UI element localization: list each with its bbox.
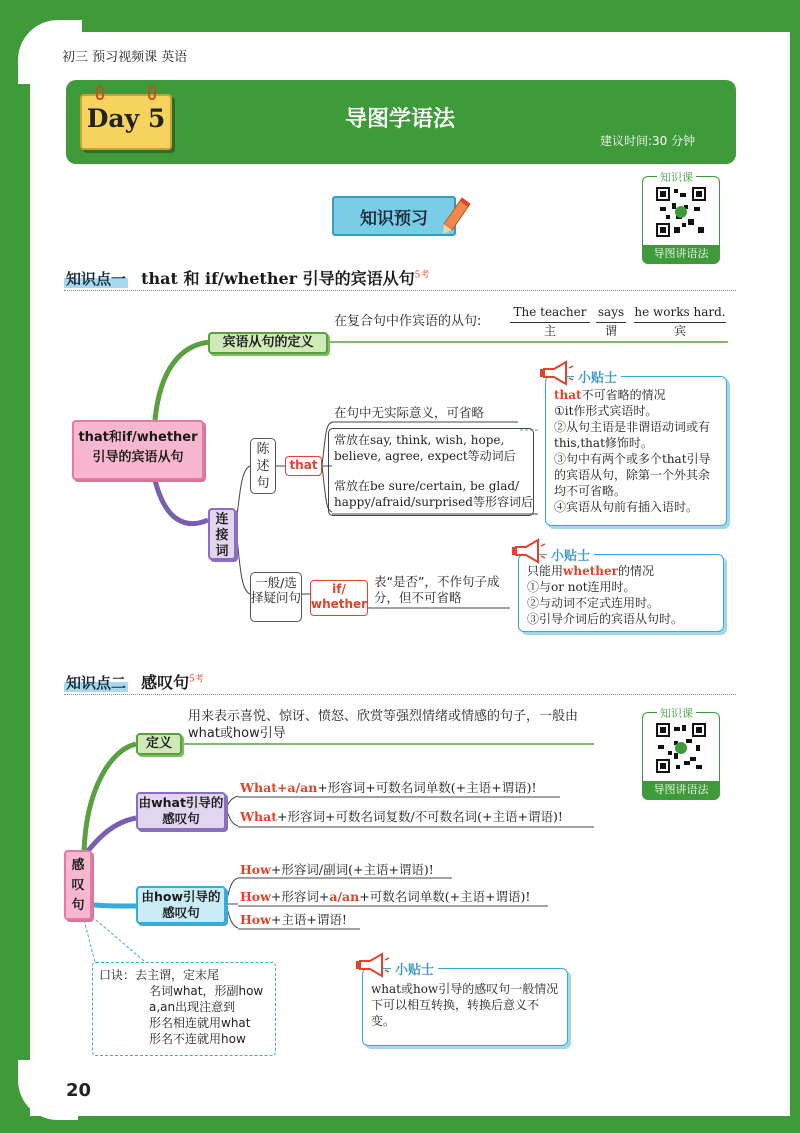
megaphone-icon	[354, 952, 390, 980]
tip-1-item: ②从句主语是非谓语动词或有this,that修饰时。	[554, 420, 711, 450]
mnemonic-line: 形名不连就用how	[149, 1032, 246, 1046]
mnemonic-box	[92, 962, 276, 1056]
page-number: 20	[66, 1080, 92, 1101]
connector-node: 连接词	[208, 508, 236, 560]
example-part-verb: says 谓	[597, 305, 625, 338]
tip-1-lead: 不可省略的情况	[581, 388, 666, 402]
kp1-root-node: that和if/whether 引导的宾语从句	[72, 420, 204, 480]
tip-2-head: 小贴士	[547, 545, 594, 564]
that-rule-1: 在句中无实际意义，可省略	[334, 405, 485, 420]
mnemonic-line: 名词what，形副how	[149, 984, 264, 998]
tip-2-lead-post: 的情况	[617, 564, 654, 578]
tip-1-head: 小贴士	[574, 367, 621, 386]
suggested-time: 建议时间:30 分钟	[600, 134, 696, 148]
definition-node: 宾语从句的定义	[208, 332, 328, 354]
that-rule-2: 常放在say, think, wish, hope, believe, agree, expect等动词后	[334, 433, 516, 463]
kp1-sup: 5考	[414, 270, 430, 281]
page-title: 导图学语法	[344, 107, 455, 132]
exclamation-definition-node: 定义	[136, 733, 182, 755]
example-part-object: he works hard. 宾	[634, 305, 726, 338]
day-label: Day 5	[86, 104, 166, 133]
that-rule-3: 常放在be sure/certain, be glad/ happy/afraid/surprised等形容词后	[334, 479, 533, 509]
tip-2-lead-pre: 只能用	[527, 564, 564, 578]
ifwhether-text: 表“是否”，不作句子成分，但不可省略	[374, 574, 500, 605]
mnemonic-line: 口诀：去主谓，定末尾	[99, 968, 220, 982]
preview-badge-label: 知识预习	[360, 209, 428, 229]
tip-2-item: ②与动词不定式连用时。	[527, 596, 660, 610]
how-rule-2: How+形容词+a/an+可数名词单数(+主语+谓语)!	[240, 889, 531, 904]
kp2-label: 知识点二	[66, 674, 127, 692]
breadcrumb: 初三 预习视频课 英语	[62, 50, 188, 65]
ifwhether-node: if/ whether	[310, 580, 368, 616]
tip-card-3	[362, 963, 568, 1046]
kp2-sup: 5考	[189, 674, 204, 685]
tip-2-item: ①与or not连用时。	[527, 580, 636, 594]
tip-2-lead-red: whether	[563, 564, 618, 578]
kp1-title: that 和 if/whether 引导的宾语从句	[141, 269, 415, 288]
question-node: 一般/选择疑问句	[250, 572, 302, 622]
tip-1-item: ①it作形式宾语时。	[554, 404, 658, 418]
tip-1-item: ③句中有两个或多个that引导的宾语从句，除第一个外其余均不可省略。	[554, 452, 711, 498]
example-part-subject: The teacher 主	[510, 304, 590, 340]
how-rule-1: How+形容词/副词(+主语+谓语)!	[240, 862, 434, 877]
declarative-node: 陈述句	[250, 438, 276, 494]
kp1-label: 知识点一	[66, 270, 127, 288]
tip-1-item: ④宾语从句前有插入语时。	[554, 500, 699, 514]
mnemonic-line: 形名相连就用what	[149, 1016, 251, 1030]
what-exclamation-node: 由what引导的感叹句	[136, 792, 226, 830]
qr-caption: 导图讲语法	[643, 245, 719, 263]
that-node: that	[285, 456, 322, 476]
tip-2-item: ③引导介词后的宾语从句时。	[527, 612, 684, 626]
kp2-title: 感叹句	[141, 673, 190, 692]
kp2-root-node: 感叹句	[64, 850, 92, 920]
how-rule-3: How+主语+谓语!	[240, 912, 347, 927]
tip-3-head: 小贴士	[391, 959, 438, 978]
qr-label: 知识课	[657, 169, 696, 185]
mnemonic-line: a,an出现注意到	[149, 1000, 236, 1014]
how-exclamation-node: 由how引导的感叹句	[136, 886, 226, 924]
exclamation-definition-text: 用来表示喜悦、惊讶、愤怒、欣赏等强烈情绪或情感的句子，一般由what或how引导	[188, 709, 579, 741]
qr-caption: 导图讲语法	[643, 781, 719, 799]
definition-text: 在复合句中作宾语的从句:	[334, 314, 482, 329]
tip-3-text: what或how引导的感叹句一般情况下可以相互转换，转换后意义不变。	[371, 982, 559, 1028]
what-rule-1: What+a/an+形容词+可数名词单数(+主语+谓语)!	[240, 780, 537, 795]
tip-1-lead-red: that	[554, 388, 582, 402]
qr-label: 知识课	[657, 705, 696, 721]
what-rule-2: What+形容词+可数名词复数/不可数名词(+主语+谓语)!	[240, 809, 563, 824]
